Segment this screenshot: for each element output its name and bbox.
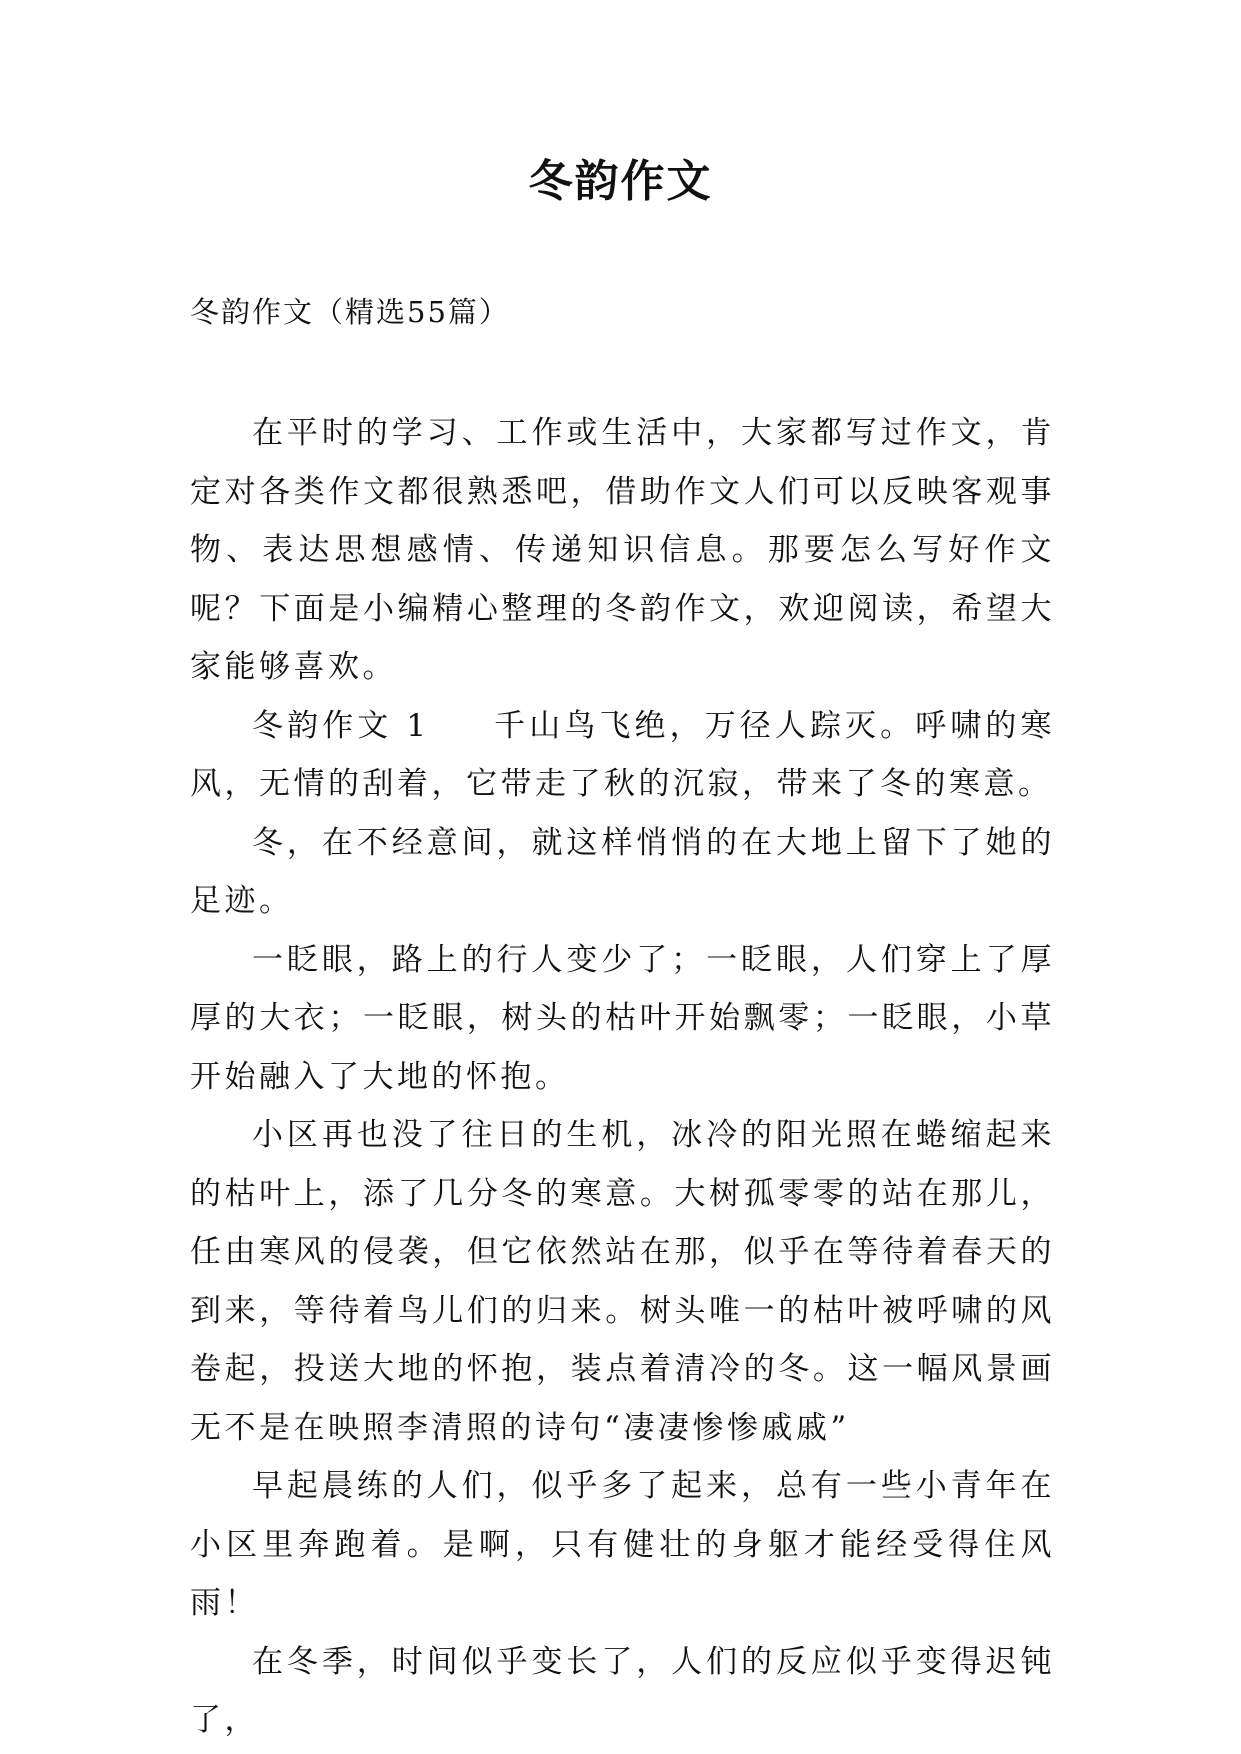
document-body bbox=[190, 404, 1055, 1750]
essay-1-paragraph-4: 小区再也没了往日的生机，冰冷的阳光照在蜷缩起来的枯叶上，添了几分冬的寒意。大树孤零零的站在那儿，任由寒风的侵袭，但它依然站在那，似乎在等待着春天的到来，等待着鸟儿们的归来。树头唯一的枯叶被呼啸的风卷起，投送大地的怀抱，装点着清冷的冬。这一幅风景画无不是在映照李清照的诗句“凄凄惨惨戚戚” bbox=[190, 1117, 1055, 1446]
document-title: 冬韵作文 bbox=[528, 156, 713, 207]
intro-paragraph: 在平时的学习、工作或生活中，大家都写过作文，肯定对各类作文都很熟悉吧，借助作文人们可以反映客观事物、表达思想感情、传递知识信息。那要怎么写好作文呢？下面是小编精心整理的冬韵作文，欢迎阅读，希望大家能够喜欢。 bbox=[190, 415, 1055, 685]
document-subtitle: 冬韵作文（精选55篇） bbox=[190, 295, 510, 329]
essay-1-paragraph-1-text: 千山鸟飞绝，万径人踪灭。呼啸的寒风，无情的刮着，它带走了秋的沉寂，带来了冬的寒意。 bbox=[190, 707, 1056, 802]
essay-1-paragraph-3: 一眨眼，路上的行人变少了；一眨眼，人们穿上了厚厚的大衣；一眨眼，树头的枯叶开始飘零；一眨眼，小草开始融入了大地的怀抱。 bbox=[190, 941, 1055, 1095]
essay-1-label: 冬韵作文 1 bbox=[252, 707, 430, 744]
essay-1-paragraph-6: 在冬季，时间似乎变长了，人们的反应似乎变得迟钝了， bbox=[190, 1643, 1055, 1738]
essay-1-paragraph-1 bbox=[190, 697, 1055, 814]
essay-1-paragraph-5: 早起晨练的人们，似乎多了起来，总有一些小青年在小区里奔跑着。是啊，只有健壮的身躯才能经受得住风雨！ bbox=[190, 1468, 1055, 1621]
essay-1-paragraph-2: 冬，在不经意间，就这样悄悄的在大地上留下了她的足迹。 bbox=[190, 824, 1055, 919]
